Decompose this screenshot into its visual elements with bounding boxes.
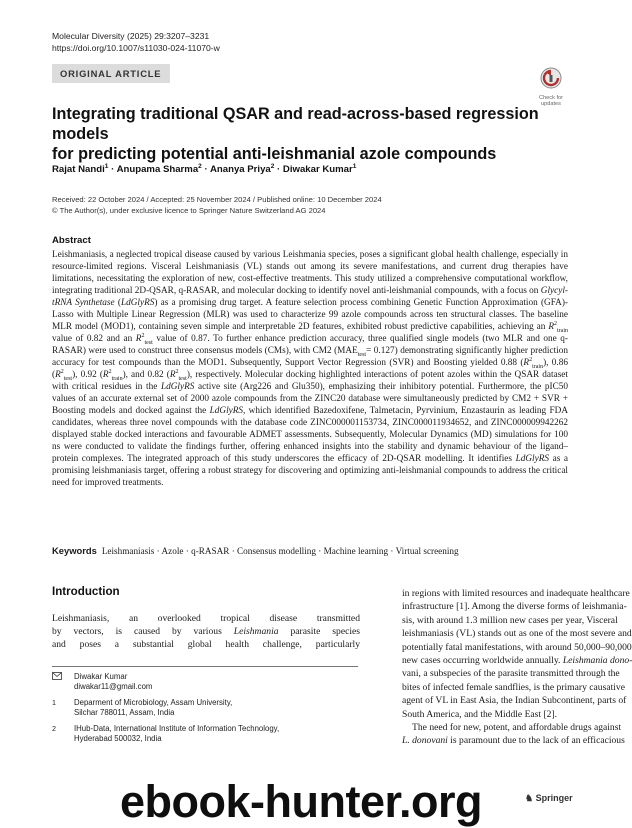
intro-line: L. donovani is paramount due to the lack of an efficacious xyxy=(402,735,625,747)
title-line-2: for predicting potential anti-leishmanial azole compounds xyxy=(52,145,497,163)
affiliation-line: Hyderabad 500032, India xyxy=(74,734,162,743)
introduction-left-paragraph xyxy=(52,612,360,652)
author-name[interactable]: Rajat Nandi xyxy=(52,164,105,176)
article-type-badge xyxy=(52,64,170,83)
affiliation-line: Silchar 788011, Assam, India xyxy=(74,708,175,717)
watermark: ebook-hunter.org xyxy=(120,776,482,827)
affiliation-number: 2 xyxy=(52,724,56,733)
affiliation-2 xyxy=(52,724,362,744)
intro-line: bites of infected female sandflies, is the primary causative xyxy=(402,681,625,693)
intro-line: South America, and the Middle East [2]. xyxy=(402,708,558,720)
intro-line: infrastructure [1]. Among the diverse forms of leishmania- xyxy=(402,601,627,613)
abstract-enzyme-abbrev: LdGlyRS xyxy=(120,297,155,308)
affiliation-line: Deparment of Microbiology, Assam University, xyxy=(74,698,233,707)
doi-link[interactable]: https://doi.org/10.1007/s11030-024-11070-w xyxy=(52,43,220,53)
abstract-part: = 0.127) demonstrating significantly higher prediction accuracy for test compounds than the MOD1. Subsequently, Support Vector Regression (SVR) and Boosting yielded 0.88 xyxy=(52,345,568,368)
keywords-list: Leishmaniasis · Azole · q-RASAR · Consensus modelling · Machine learning · Virtual screening xyxy=(101,546,459,556)
copyright-notice: © The Author(s), under exclusive licence to Springer Nature Switzerland AG 2024 xyxy=(52,205,326,215)
abstract-part: Leishmaniasis, a neglected tropical disease caused by various Leishmania species, poses a significant global health challenge, especially in resource-limited regions. Visceral Leishmaniasis (VL) stands out among its severe manifestations, and current drug therapies have limitations, necessitating the exploration of new, cost-effective treatments. This study utilized a comprehensive computational workflow, integrating traditional 2D-QSAR, q-RASAR, and molecular docking to identify novel anti-leishmanial compounds, with a focus on xyxy=(52,249,568,296)
abstract-enzyme-abbrev: LdGlyRS xyxy=(515,454,549,465)
article-type-label: ORIGINAL ARTICLE xyxy=(60,68,162,79)
intro-line: vani, a subspecies of the parasite transmitted through the xyxy=(402,668,620,680)
check-for-updates-button[interactable] xyxy=(536,67,566,108)
journal-citation: Molecular Diversity (2025) 29:3207–3231 xyxy=(52,31,210,41)
keywords xyxy=(52,545,568,556)
abstract-part: value of 0.82 and an xyxy=(52,333,133,344)
abstract-enzyme-abbrev: LdGlyRS xyxy=(160,382,195,393)
abstract-enzyme-abbrev: LdGlyRS xyxy=(209,406,244,417)
intro-line: The need for new, potent, and affordable drugs against xyxy=(412,722,622,734)
author-name[interactable]: Anupama Sharma xyxy=(116,164,199,176)
affiliation-number: 1 xyxy=(52,698,56,707)
intro-line: by vectors, is caused by various Leishmania parasite species xyxy=(52,625,360,637)
affiliation-1 xyxy=(52,698,362,718)
author-affiliation: 1 xyxy=(352,163,357,170)
history-dates: Received: 22 October 2024 / Accepted: 25 November 2024 / Published online: 10 December 2024 xyxy=(52,195,382,204)
intro-line: new cases occurring worldwide annually. Leishmania dono- xyxy=(402,655,632,667)
keywords-label: Keywords xyxy=(52,545,97,556)
intro-line: potentially fatal manifestations, with around 50,000–90,000 xyxy=(402,641,632,653)
envelope-icon xyxy=(52,672,62,683)
author-list: Rajat Nandi$^1$ · Anupama Sharma$^2$ · Ananya Priya$^2$ · Diwakar Kumar$^1$ xyxy=(52,163,357,176)
introduction-right-column xyxy=(402,587,632,748)
author-name[interactable]: Ananya Priya xyxy=(209,164,271,176)
author-affiliation: 1 xyxy=(104,163,109,170)
intro-line: in regions with limited resources and inadequate healthcare xyxy=(402,588,630,599)
affiliation-line: IHub-Data, International Institute of Information Technology, xyxy=(74,724,280,733)
intro-line: sis, with around 1.3 million new cases per year, Visceral xyxy=(402,614,618,626)
abstract-heading: Abstract xyxy=(52,235,91,246)
check-updates-label: Check for updates xyxy=(539,95,563,108)
intro-line: and poses a substantial global health challenge, particularly xyxy=(52,639,360,651)
springer-logo xyxy=(525,793,573,804)
abstract-part: as a promising leishmaniasis target, offering a robust strategy for discovering and optimizing anti-leishmanial compounds to address the critical need for improved treatments. xyxy=(52,454,569,489)
corresponding-author xyxy=(52,672,362,692)
author-affiliation: 2 xyxy=(270,163,275,170)
corresponding-email[interactable]: diwakar11@gmail.com xyxy=(74,682,153,691)
intro-line: Leishmaniasis, an overlooked tropical disease transmitted xyxy=(52,612,360,624)
springer-horse-icon: ♞ xyxy=(525,793,534,803)
footnotes xyxy=(52,672,362,750)
intro-line: agent of VL in East Asia, the Indian Subcontinent, parts of xyxy=(402,695,627,707)
abstract-part: active site (Arg226 and Glu350), emphasizing their inhibitory potential. Furthermore, the pIC50 values of an accurate external set of 2000 azole compounds from the ZINC20 database were simultaneously predicted by CM2 + SVR + Boosting models and docked against the xyxy=(52,382,569,417)
abstract-part: , which identified Bazedoxifene, Talmetacin, Pyrvinium, Enzastaurin as leading FDA candidates, whereas three novel compounds with the database code ZINC000001153734, ZINC000011934652, and ZINC000009942262 displayed stable docked interactions and favourable ADMET assessments. Subsequently, Molecular Dynamics (MD) simulations for 100 ns were conducted to validate the findings further, offering enhanced insights into the stability and dynamic behaviour of the ligand–protein complexes. The integrated approach of this study underscores the efficacy of 2D-QSAR modelling. It identifies xyxy=(52,406,568,465)
article-title xyxy=(52,104,572,164)
title-line-1: Integrating traditional QSAR and read-across-based regression models xyxy=(52,105,539,143)
publication-dates xyxy=(52,195,382,216)
footnote-divider xyxy=(52,666,358,667)
author-affiliation: 2 xyxy=(198,163,202,170)
abstract-part: as a promising drug target. A feature selection process combining Genetic Function Approximation (GFA)-Lasso with Multiple Linear Regression (MLR) was used to characterize 99 azole compounds across ten structural classes. The baseline MLR model (MOD1), containing seven simple and interpretable 2D features, exhibited robust predictive capabilities, achieving an xyxy=(52,297,568,332)
abstract-part: respectively. Molecular docking highlighted interactions of potent azoles within the QSAR dataset with critical residues in the xyxy=(52,369,568,393)
check-updates-icon xyxy=(538,67,564,89)
journal-header xyxy=(52,30,220,54)
abstract-text: Leishmaniasis, a neglected tropical disease caused by various Leishmania species, poses a significant global health challenge, especially in resource-limited regions. Visceral Leishmaniasis (VL) stands out among its severe manifestations, and current drug therapies have limitations, necessitating the exploration of new, cost-effective treatments. This study utilized a comprehensive computational workflow, integrating traditional 2D-QSAR, q-RASAR, and molecular docking to identify novel anti-leishmanial compounds, with a focus on Glycyl-tRNA Synthetase (LdGlyRS) as a promising drug target. A feature selection process combining Genetic Function Approximation (GFA)-Lasso with Multiple Linear Regression (MLR) was used to characterize 99 azole compounds across ten structural classes. The baseline MLR model (MOD1), containing seven simple and interpretable 2D features, exhibited robust predictive capabilities, achieving an $R^2_{train}$ value of 0.82 and an $R^2_{test}$ value of 0.87. To further enhance prediction accuracy, three qualified single models (two MLR and one q-RASAR) were used to construct three consensus models (CMs), with CM2 $(MAE_{test}= 0.127)$ demonstrating significantly higher prediction accuracy for test compounds than the MOD1. Subsequently, Support Vector Regression (SVR) and Boosting yielded 0.88 $(R^2_{train})$, 0.86 $(R^2_{test})$, 0.92 $(R^2_{train})$, and 0.82 $(R^2_{test})$, respectively. Molecular docking highlighted interactions of potent azoles within the QSAR dataset with critical residues in the LdGlyRS active site (Arg226 and Glu350), emphasizing their inhibitory potential. Furthermore, the pIC50 values of an accurate external set of 2000 azole compounds from the ZINC20 database were simultaneously predicted by CM2 + SVR + Boosting models and docked against the LdGlyRS, which identified Bazedoxifene, Talmetacin, Pyrvinium, Enzastaurin as leading FDA candidates, whereas three novel compounds with the database code ZINC000001153734, ZINC000011934652, and ZINC000009942262 displayed stable docked interactions and favourable ADMET assessments. Subsequently, Molecular Dynamics (MD) simulations for 100 ns were conducted to validate the findings further, offering enhanced insights into the stability and dynamic behaviour of the ligand–protein complexes. The integrated approach of this study underscores the efficacy of 2D-QSAR modelling. It identifies LdGlyRS as a promising leishmaniasis target, offering a robust strategy for discovering and optimizing anti-leishmanial compounds to address the critical need for improved treatments. xyxy=(52,249,569,489)
abstract-part: value of 0.87. To further enhance prediction accuracy, three qualified single models (two MLR and one q-RASAR) were used to construct three consensus models (CMs), with CM2 (MAE xyxy=(52,333,569,356)
introduction-heading: Introduction xyxy=(52,585,120,598)
author-name[interactable]: Diwakar Kumar xyxy=(282,164,353,176)
intro-line: leishmaniasis (VL) stands out as one of the most severe and xyxy=(402,628,632,640)
publisher-name: Springer xyxy=(535,793,573,803)
abstract-enzyme: Glycyl-tRNA Synthetase xyxy=(52,285,568,308)
corresponding-name: Diwakar Kumar xyxy=(74,672,128,681)
